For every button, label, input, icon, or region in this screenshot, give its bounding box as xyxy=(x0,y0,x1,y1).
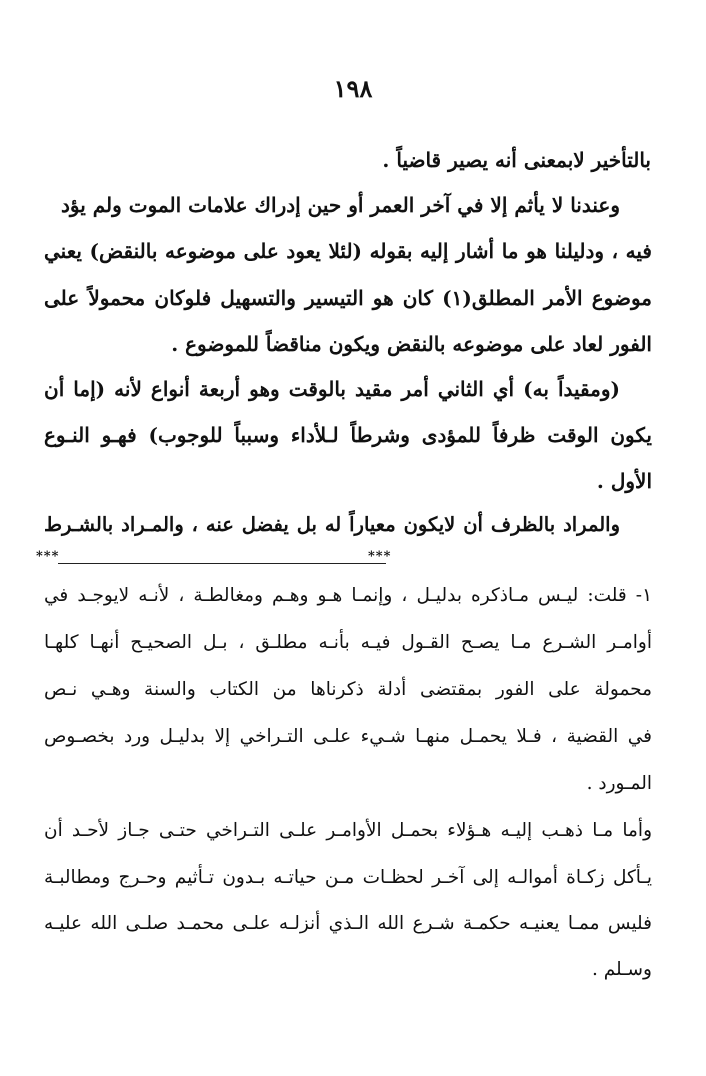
main-line-1: بالتأخير لابمعنى أنه يصير قاضياً . xyxy=(382,148,651,172)
separator-rule xyxy=(58,563,386,564)
main-line-9: والمراد بالظرف أن لايكون معياراً له بل يفضل عنه ، والمـراد بالشـرط xyxy=(44,513,620,536)
separator-stars-left: *** xyxy=(36,549,60,564)
footnote-line-1: ١- قلت: ليـس مـاذكره بدليـل ، وإنمـا هـو وهـم ومغالطـة ، لأنـه لايوجـد في xyxy=(44,585,652,606)
main-line-8: الأول . xyxy=(596,469,652,493)
main-line-4: موضوع الأمر المطلق(١) كان هو التيسير والتسهيل فلوكان محمولاً على xyxy=(44,286,652,310)
footnote-line-3: محمولة على الفور بمقتضى أدلة ذكرناها من الكتاب والسنة وهـي نـص xyxy=(44,679,652,700)
footnote-line-5: المـورد . xyxy=(586,773,652,794)
page-number: ١٩٨ xyxy=(333,74,373,103)
main-line-5: الفور لعاد على موضوعه بالنقض ويكون مناقضاً للموضوع . xyxy=(171,332,652,356)
footnote-line-8: فليس ممـا يعنيـه حكمـة شـرع الله الـذي أنزلـه علـى محمـد صلـى الله عليـه xyxy=(44,913,652,934)
separator-stars-right: *** xyxy=(368,549,392,564)
main-line-2: وعندنا لا يأثم إلا في آخر العمر أو حين إدراك علامات الموت ولم يؤد xyxy=(60,193,620,217)
footnote-line-2: أوامـر الشـرع مـا يصـح القـول فيـه بأنـه مطلـق ، بـل الصحيـح أنهـا كلهـا xyxy=(44,632,652,653)
footnote-line-7: يـأكل زكـاة أموالـه إلى آخـر لحظـات مـن حياتـه بـدون تـأثيم وحـرج ومطالبـة xyxy=(44,867,652,888)
footnote-line-6: وأما مـا ذهـب إليـه هـؤلاء بحمـل الأوامـر علـى التـراخي حتـى جـاز لأحـد أن xyxy=(44,820,652,841)
main-line-3: فيه ، ودليلنا هو ما أشار إليه بقوله (لئلا يعود على موضوعه بالنقض) يعني xyxy=(44,239,652,263)
main-line-6: (ومقيداً به) أي الثاني أمر مقيد بالوقت وهو أربعة أنواع لأنه (إما أن xyxy=(44,377,620,401)
footnote-line-9: وسـلم . xyxy=(591,959,652,980)
main-line-7: يكون الوقت ظرفاً للمؤدى وشرطاً لـلأداء وسبباً للوجوب) فهـو النـوع xyxy=(44,423,652,447)
footnote-line-4: في القضية ، فـلا يحمـل منهـا شـيء علـى التـراخي إلا بدليـل ورد بخصـوص xyxy=(44,726,652,747)
